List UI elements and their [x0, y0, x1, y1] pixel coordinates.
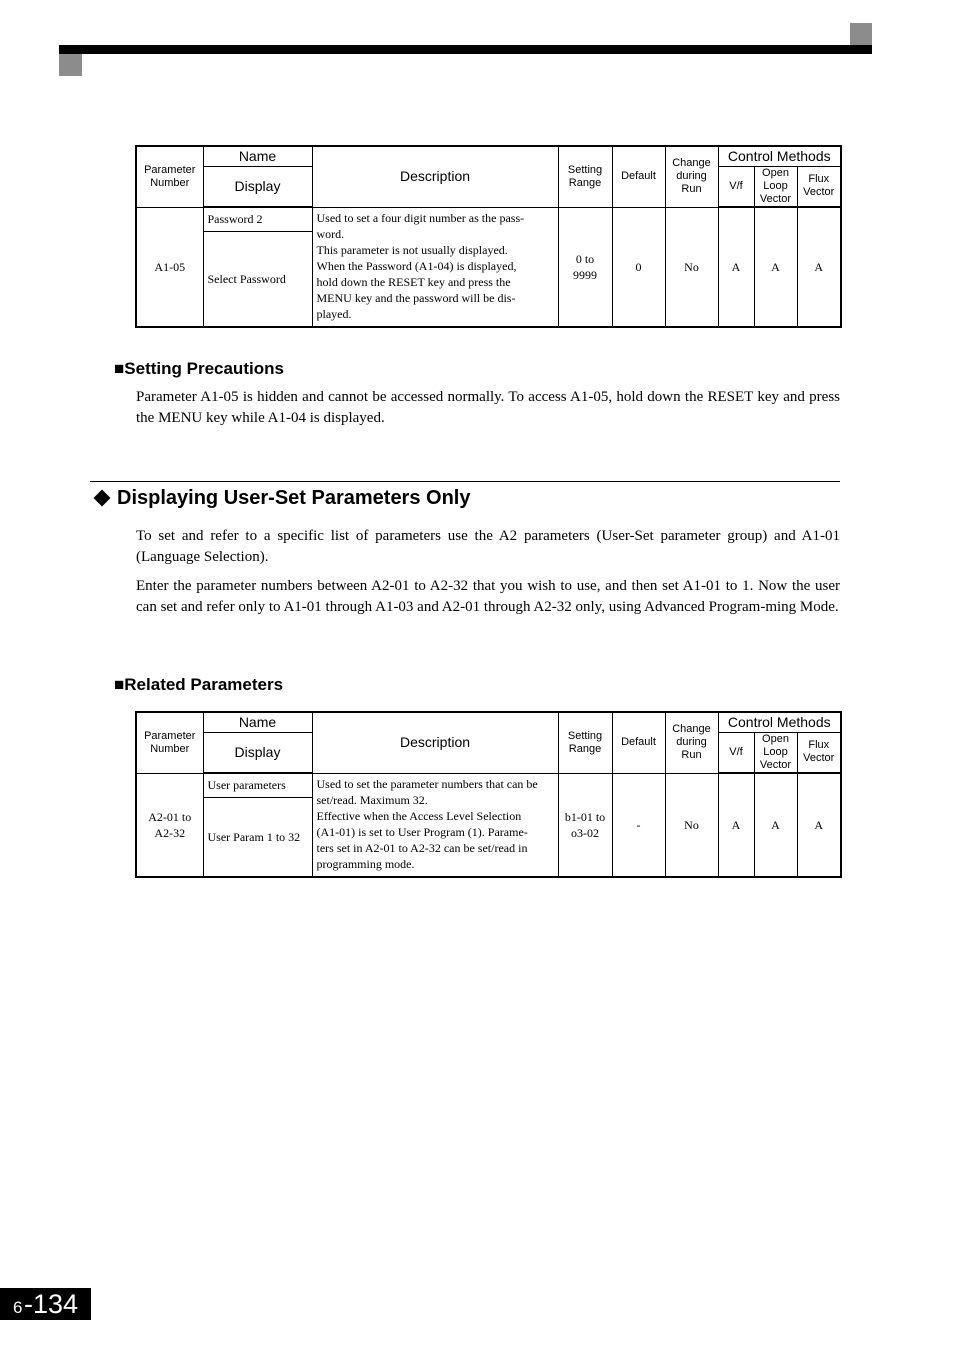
header-default: Default	[612, 712, 665, 773]
header-setting-range: Setting Range	[558, 146, 612, 207]
header-vf: V/f	[718, 732, 754, 773]
setting-precautions-heading: ■Setting Precautions	[114, 359, 284, 378]
page-chapter: 6	[13, 1298, 23, 1317]
header-vf: V/f	[718, 166, 754, 207]
section-paragraph-1: To set and refer to a specific list of parameters use the A2 parameters (User-Set parameter group) and A1-01 (Language Selection).	[136, 528, 840, 565]
header-control-methods: Control Methods	[718, 146, 841, 166]
param-open-loop-vector: A	[754, 207, 797, 327]
header-default: Default	[612, 146, 665, 207]
param-flux-vector: A	[797, 773, 841, 877]
param-description: Used to set the parameter numbers that can be set/read. Maximum 32. Effective when the Access Level Selection (A1-01) is set to User Program (1). Parame- ters set in A2-01 to A2-32 can be set/read in programming mode.	[312, 773, 558, 877]
header-display: Display	[203, 732, 312, 773]
param-display: Select Password	[203, 231, 312, 327]
param-setting-range: b1-01 to o3-02	[558, 773, 612, 877]
param-open-loop-vector: A	[754, 773, 797, 877]
related-parameters-heading: ■Related Parameters	[114, 675, 284, 694]
param-description: Used to set a four digit number as the pass- word. This parameter is not usually displayed. When the Password (A1-04) is displayed, hold down the RESET key and press the MENU key and the password will be dis- played.	[312, 207, 558, 327]
param-vf: A	[718, 207, 754, 327]
param-vf: A	[718, 773, 754, 877]
header-flux-vector: Flux Vector	[797, 166, 841, 207]
header-param-number: Parameter Number	[136, 712, 203, 773]
header-flux-vector: Flux Vector	[797, 732, 841, 773]
header-open-loop-vector: Open Loop Vector	[754, 166, 797, 207]
setting-precautions-text: Parameter A1-05 is hidden and cannot be accessed normally. To access A1-05, hold down the RESET key and press the MENU key while A1-04 is displayed.	[136, 389, 840, 426]
header-description: Description	[312, 146, 558, 207]
param-display: User Param 1 to 32	[203, 797, 312, 877]
param-number: A1-05	[136, 207, 203, 327]
section-paragraph-2: Enter the parameter numbers between A2-01 to A2-32 that you wish to use, and then set A1-01 to 1. Now the user can set and refer only to A1-01 through A1-03 and A2-01 through A2-32 only, using Advanced Program-ming Mode.	[136, 578, 840, 615]
header-name: Name	[203, 146, 312, 166]
page-number	[0, 1288, 91, 1320]
header-description: Description	[312, 712, 558, 773]
header-display: Display	[203, 166, 312, 207]
parameter-table-a1-05	[135, 145, 842, 328]
section-heading	[93, 486, 470, 510]
param-flux-vector: A	[797, 207, 841, 327]
parameter-table-a2	[135, 711, 842, 878]
header-change-during-run: Change during Run	[665, 712, 718, 773]
param-default: 0	[612, 207, 665, 327]
section-title: Displaying User-Set Parameters Only	[117, 487, 471, 509]
param-change-during-run: No	[665, 207, 718, 327]
header-setting-range: Setting Range	[558, 712, 612, 773]
param-name: Password 2	[203, 207, 312, 231]
header-open-loop-vector: Open Loop Vector	[754, 732, 797, 773]
param-setting-range: 0 to 9999	[558, 207, 612, 327]
header-bar	[59, 45, 872, 54]
param-default: -	[612, 773, 665, 877]
param-name: User parameters	[203, 773, 312, 797]
page-index: -134	[24, 1289, 79, 1319]
header-change-during-run: Change during Run	[665, 146, 718, 207]
param-change-during-run: No	[665, 773, 718, 877]
header-square-left	[59, 54, 82, 76]
header-param-number: Parameter Number	[136, 146, 203, 207]
header-square-right	[850, 23, 872, 45]
param-number: A2-01 to A2-32	[136, 773, 203, 877]
header-name: Name	[203, 712, 312, 732]
header-control-methods: Control Methods	[718, 712, 841, 732]
section-rule	[90, 481, 840, 482]
diamond-icon	[94, 489, 111, 506]
